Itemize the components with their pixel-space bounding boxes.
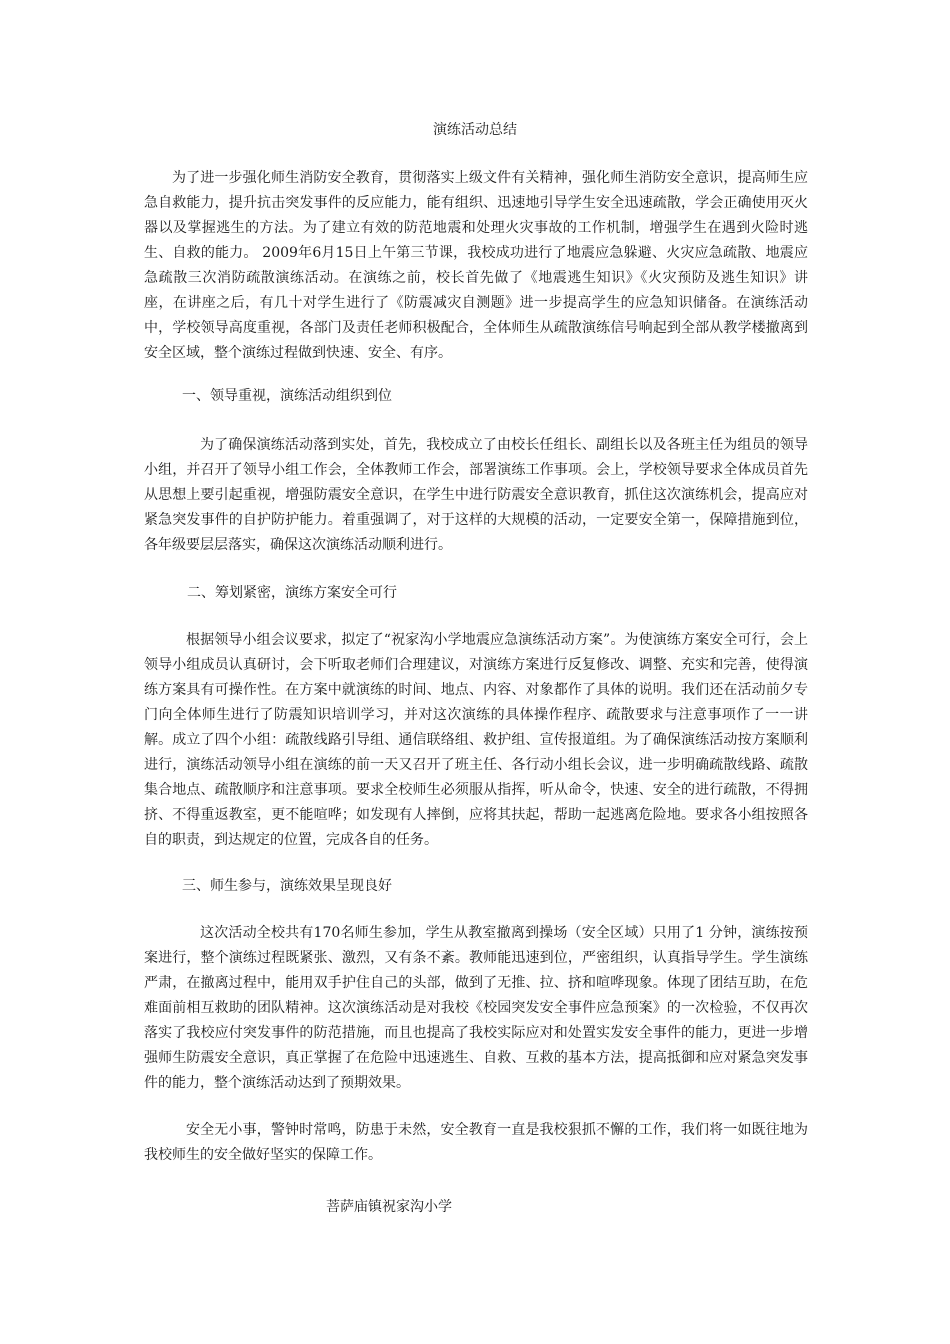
section-2-heading: 二、筹划紧密，演练方案安全可行 <box>187 585 397 601</box>
school-signature: 菩萨庙镇祝家沟小学 <box>326 1199 452 1215</box>
closing-paragraph: 安全无小事，警钟时常鸣，防患于未然，安全教育一直是我校狠抓不懈的工作，我们将一如既往地为我校师生的安全做好坚实的保障工作。 <box>144 1122 808 1163</box>
section-1-paragraph: 为了确保演练活动落到实处，首先，我校成立了由校长任组长、副组长以及各班主任为组员的领导小组，并召开了领导小组工作会，全体教师工作会，部署演练工作事项。会上，学校领导要求全体成员首先从思想上要引起重视，增强防震安全意识，在学生中进行防震安全意识教育，抓住这次演练机会，提高应对紧急突发事件的自护防护能力。着重强调了，对于这样的大规模的活动，一定要安全第一，保障措施到位，各年级要层层落实，确保这次演练活动顺利进行。 <box>144 437 808 553</box>
section-2-paragraph: 根据领导小组会议要求，拟定了“祝家沟小学地震应急演练活动方案”。为使演练方案安全可行，会上领导小组成员认真研讨，会下听取老师们合理建议，对演练方案进行反复修改、调整、充实和完善，使得演练方案具有可操作性。在方案中就演练的时间、地点、内容、对象都作了具体的说明。我们还在活动前夕专门向全体师生进行了防震知识培训学习，并对这次演练的具体操作程序、疏散要求与注意事项作了一一讲解。成立了四个小组：疏散线路引导组、通信联络组、救护组、宣传报道组。为了确保演练活动按方案顺利进行，演练活动领导小组在演练的前一天又召开了班主任、各行动小组长会议，进一步明确疏散线路、疏散集合地点、疏散顺序和注意事项。要求全校师生必须服从指挥，听从命令，快速、安全的进行疏散，不得拥挤、不得重返教室，更不能喧哗；如发现有人摔倒，应将其扶起，帮助一起逃离危险地。要求各小组按照各自的职责，到达规定的位置，完成各自的任务。 <box>144 632 808 848</box>
section-1-heading: 一、领导重视，演练活动组织到位 <box>182 388 392 404</box>
section-3-paragraph: 这次活动全校共有170名师生参加，学生从教室撤离到操场（安全区域）只用了1 分钟，演练按预案进行，整个演练过程既紧张、激烈，又有条不紊。教师能迅速到位，严密组织，认真指导学生。学生演练严肃，在撤离过程中，能用双手护住自己的头部，做到了无推、拉、挤和喧哗现象。体现了团结互助，在危难面前相互救助的团队精神。这次演练活动是对我校《校园突发安全事件应急预案》的一次检验，不仅再次落实了我校应付突发事件的防范措施，而且也提高了我校实际应对和处置实发安全事件的能力，更进一步增强师生防震安全意识，真正掌握了在危险中迅速逃生、自救、互救的基本方法，提高抵御和应对紧急突发事件的能力，整个演练活动达到了预期效果。 <box>144 925 808 1091</box>
intro-paragraph: 为了进一步强化师生消防安全教育，贯彻落实上级文件有关精神，强化师生消防安全意识，提高师生应急自救能力，提升抗击突发事件的反应能力，能有组织、迅速地引导学生安全迅速疏散，学会正确使用灭火器以及掌握逃生的方法。为了建立有效的防范地震和处理火灾事故的工作机制，增强学生在遇到火险时逃生、自救的能力。 2009年6月15日上午第三节课，我校成功进行了地震应急躲避、火灾应急疏散、地震应急疏散三次消防疏散演练活动。在演练之前，校长首先做了《地震逃生知识》《火灾预防及逃生知识》讲座，在讲座之后，有几十对学生进行了《防震减灾自测题》进一步提高学生的应急知识储备。在演练活动中，学校领导高度重视，各部门及责任老师积极配合，全体师生从疏散演练信号响起到全部从教学楼撤离到安全区域，整个演练过程做到快速、安全、有序。 <box>144 170 808 361</box>
document-title: 演练活动总结 <box>433 122 517 138</box>
section-3-heading: 三、师生参与，演练效果呈现良好 <box>182 878 392 894</box>
